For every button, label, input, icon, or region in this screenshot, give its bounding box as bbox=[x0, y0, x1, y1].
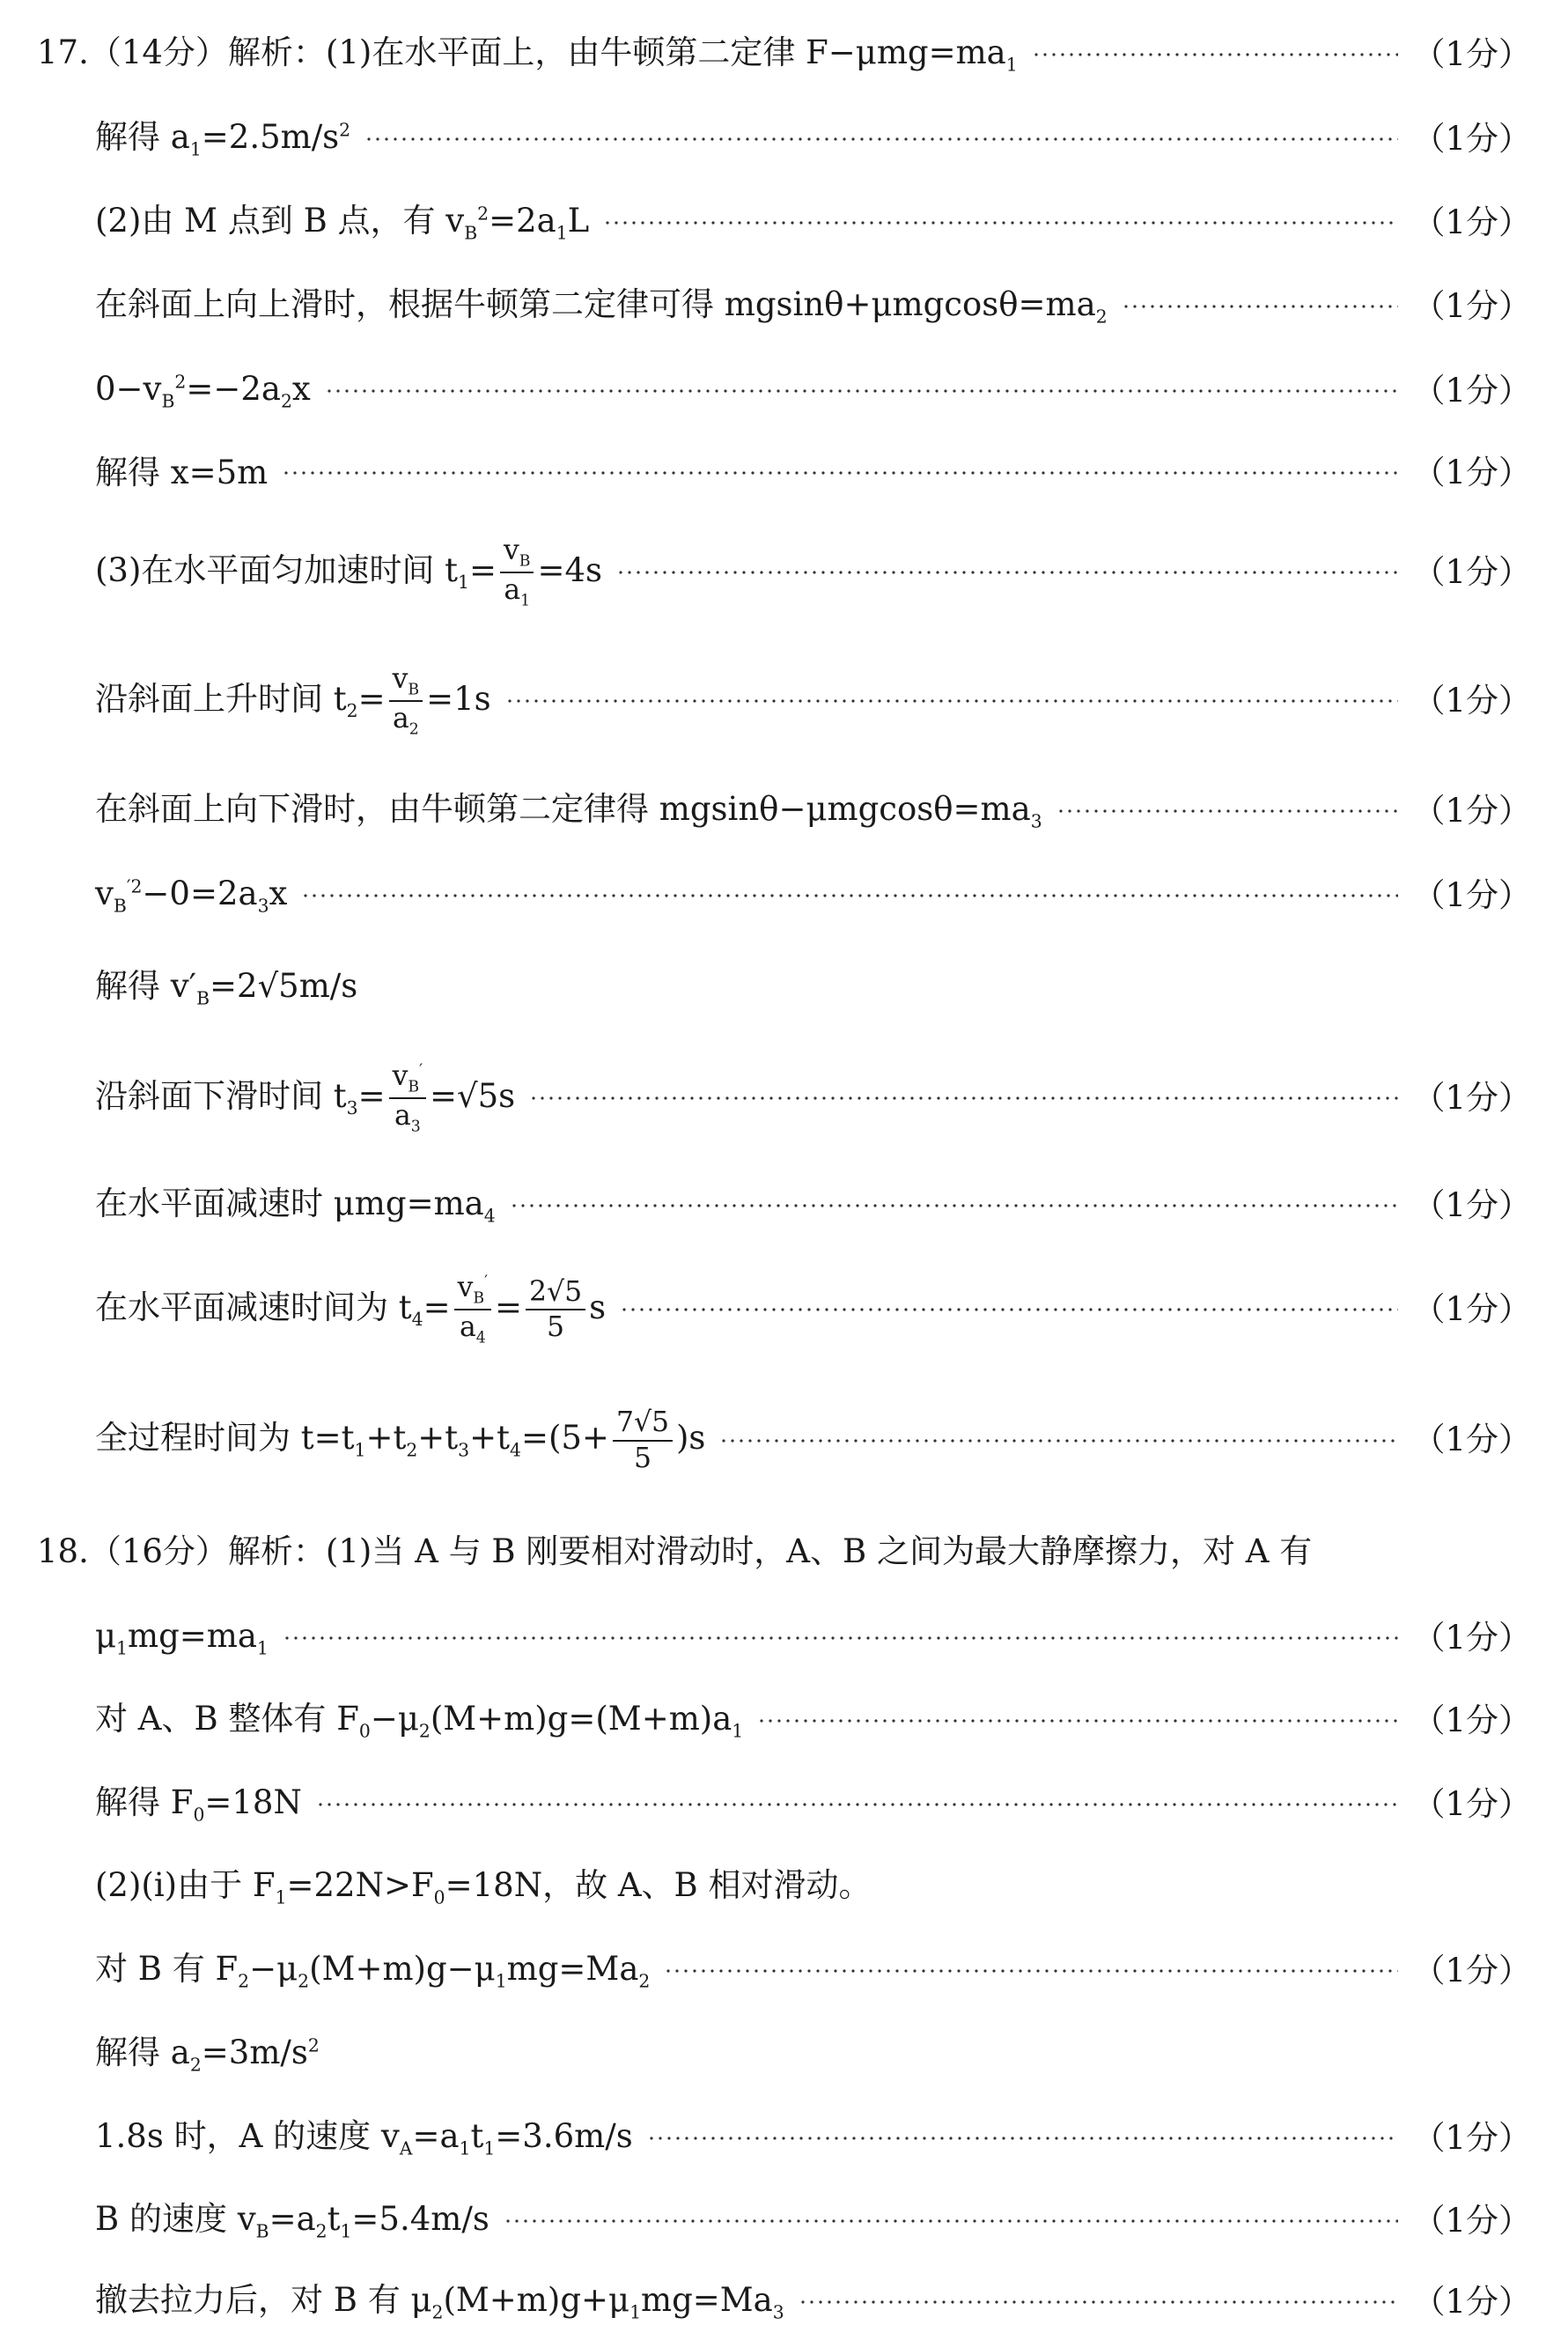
score-label: （1分） bbox=[1412, 1618, 1531, 1657]
score-label: （1分） bbox=[1412, 875, 1531, 914]
q17-line-9: $v_B^{'2}-0=2a_3x$ （1分） bbox=[95, 875, 1531, 917]
score-label: （1分） bbox=[1412, 2282, 1531, 2321]
score-label: （1分） bbox=[1412, 119, 1531, 158]
leader-dots bbox=[757, 1718, 1398, 1723]
leader-dots bbox=[316, 1802, 1399, 1807]
score-label: （1分） bbox=[1412, 553, 1531, 592]
q17-line-2: (2)由 M 点到 B 点，有 $v_B^2=2a_1L$ （1分） bbox=[95, 202, 1531, 244]
leader-dots bbox=[1056, 808, 1399, 814]
q18-line-1: $\mu_1mg=ma_1$ （1分） bbox=[95, 1617, 1531, 1659]
leader-dots bbox=[529, 1096, 1398, 1101]
score-label: （1分） bbox=[1412, 2118, 1531, 2157]
leader-dots bbox=[1122, 304, 1399, 309]
score-label: （1分） bbox=[1412, 1784, 1531, 1823]
score-label: （1分） bbox=[1412, 454, 1531, 491]
leader-dots bbox=[282, 470, 1398, 476]
score-label: （1分） bbox=[1412, 286, 1531, 325]
score-label: （1分） bbox=[1412, 1079, 1531, 1118]
leader-dots bbox=[616, 570, 1398, 575]
leader-dots bbox=[664, 1968, 1398, 1974]
fraction: $\frac{v_B'}{a_4}$ bbox=[454, 1273, 491, 1347]
fraction: $\frac{7√5}{5}$ bbox=[613, 1407, 673, 1473]
fraction: $\frac{v_B}{a_1}$ bbox=[500, 535, 534, 610]
leader-dots bbox=[510, 1203, 1399, 1208]
q17-line-7: 沿斜面上升时间 $t_2=$ $\frac{v_B}{a_2}$ =1s （1分） bbox=[95, 663, 1531, 739]
q17-line-1: 解得 $a_1=2.5m/s^2$ （1分） bbox=[95, 118, 1531, 160]
score-label: （1分） bbox=[1412, 2201, 1531, 2240]
leader-dots bbox=[603, 220, 1398, 225]
q17-line-12: 在水平面减速时 $\mu mg=ma_4$ （1分） bbox=[95, 1185, 1531, 1227]
leader-dots bbox=[504, 2218, 1399, 2224]
score-label: （1分） bbox=[1412, 1290, 1531, 1329]
q18-line-2: 对 A、B 整体有 $F_0-\mu_2(M+m)g=(M+m)a_1$ （1分） bbox=[95, 1700, 1531, 1742]
q18-header-line: 18.（16分）解析：(1)当 A 与 B 刚要相对滑动时，A、B 之间为最大静摩擦力，对 A 有 bbox=[37, 1532, 1313, 1570]
q18-line-5: 对 B 有 $F_2-\mu_2(M+m)g-\mu_1mg=Ma_2$ （1分） bbox=[95, 1950, 1531, 1992]
fraction: $\frac{v_B'}{a_3}$ bbox=[389, 1061, 426, 1136]
q17-line-10: 解得 $v'_B=2√5m/s$ bbox=[95, 967, 358, 1009]
score-label: （1分） bbox=[1412, 1185, 1531, 1224]
leader-dots bbox=[364, 137, 1398, 142]
score-label: （1分） bbox=[1412, 1951, 1531, 1989]
leader-dots bbox=[1032, 52, 1399, 57]
q18-line-7: 1.8s 时，A 的速度 $v_A=a_1t_1=3.6m/s$ （1分） bbox=[95, 2117, 1531, 2159]
q17-line-4: $0-v_B^2=-2a_2x$ （1分） bbox=[95, 370, 1531, 412]
fraction: $\frac{v_B}{a_2}$ bbox=[389, 664, 423, 739]
score-label: （1分） bbox=[1412, 1421, 1531, 1459]
score-label: （1分） bbox=[1412, 371, 1531, 410]
score-label: （1分） bbox=[1412, 34, 1531, 73]
q17-line-11: 沿斜面下滑时间 $t_3=$ $\frac{v_B'}{a_3}$ =√5s （1分） bbox=[95, 1060, 1531, 1136]
q18-line-8: B 的速度 $v_B=a_2t_1=5.4m/s$ （1分） bbox=[95, 2200, 1531, 2242]
score-label: （1分） bbox=[1412, 203, 1531, 241]
q18-line-3: 解得 $F_0=18N$ （1分） bbox=[95, 1783, 1531, 1826]
q18-line-6: 解得 $a_2=3m/s^2$ bbox=[95, 2033, 320, 2076]
leader-dots bbox=[647, 2136, 1399, 2141]
score-label: （1分） bbox=[1412, 682, 1531, 720]
leader-dots bbox=[283, 1635, 1399, 1641]
q17-line-14: 全过程时间为 $t=t_1+t_2+t_3+t_4=(5+$ $\frac{7√5}{5}$ )s （1分） bbox=[95, 1406, 1531, 1474]
leader-dots bbox=[325, 388, 1399, 394]
leader-dots bbox=[301, 893, 1398, 898]
leader-dots bbox=[719, 1438, 1398, 1443]
leader-dots bbox=[505, 698, 1399, 704]
q17-line-13: 在水平面减速时间为 $t_4=$ $\frac{v_B'}{a_4}$ = $\frac{2√5}{5}$ s （1分） bbox=[95, 1272, 1531, 1347]
fraction: $\frac{2√5}{5}$ bbox=[526, 1277, 585, 1343]
leader-dots bbox=[620, 1307, 1398, 1312]
q18-line-9: 撤去拉力后，对 B 有 $\mu_2(M+m)g+\mu_1mg=Ma_3$ （1分） bbox=[95, 2281, 1531, 2323]
score-label: （1分） bbox=[1412, 1701, 1531, 1739]
q18-line-4: (2)(i)由于 $F_1=22N>F_0=18N$，故 A、B 相对滑动。 bbox=[95, 1866, 872, 1908]
q17-line-5: 解得 x=5m （1分） bbox=[95, 454, 1531, 491]
q17-line-6: (3)在水平面匀加速时间 $t_1=$ $\frac{v_B}{a_1}$ =4s （1分） bbox=[95, 535, 1531, 610]
q17-line-8: 在斜面上向下滑时，由牛顿第二定律得 $mgsin\theta-\mu mgcos\theta=ma_3$ （1分） bbox=[95, 790, 1531, 832]
q17-line-3: 在斜面上向上滑时，根据牛顿第二定律可得 $mgsin\theta+\mu mgcos\theta=ma_2$ （1分） bbox=[95, 285, 1531, 328]
score-label: （1分） bbox=[1412, 791, 1531, 830]
q17-header-line: 17.（14分）解析：(1)在水平面上，由牛顿第二定律 $F-\mu mg=ma_1$ （1分） bbox=[37, 33, 1531, 76]
leader-dots bbox=[799, 2299, 1399, 2305]
